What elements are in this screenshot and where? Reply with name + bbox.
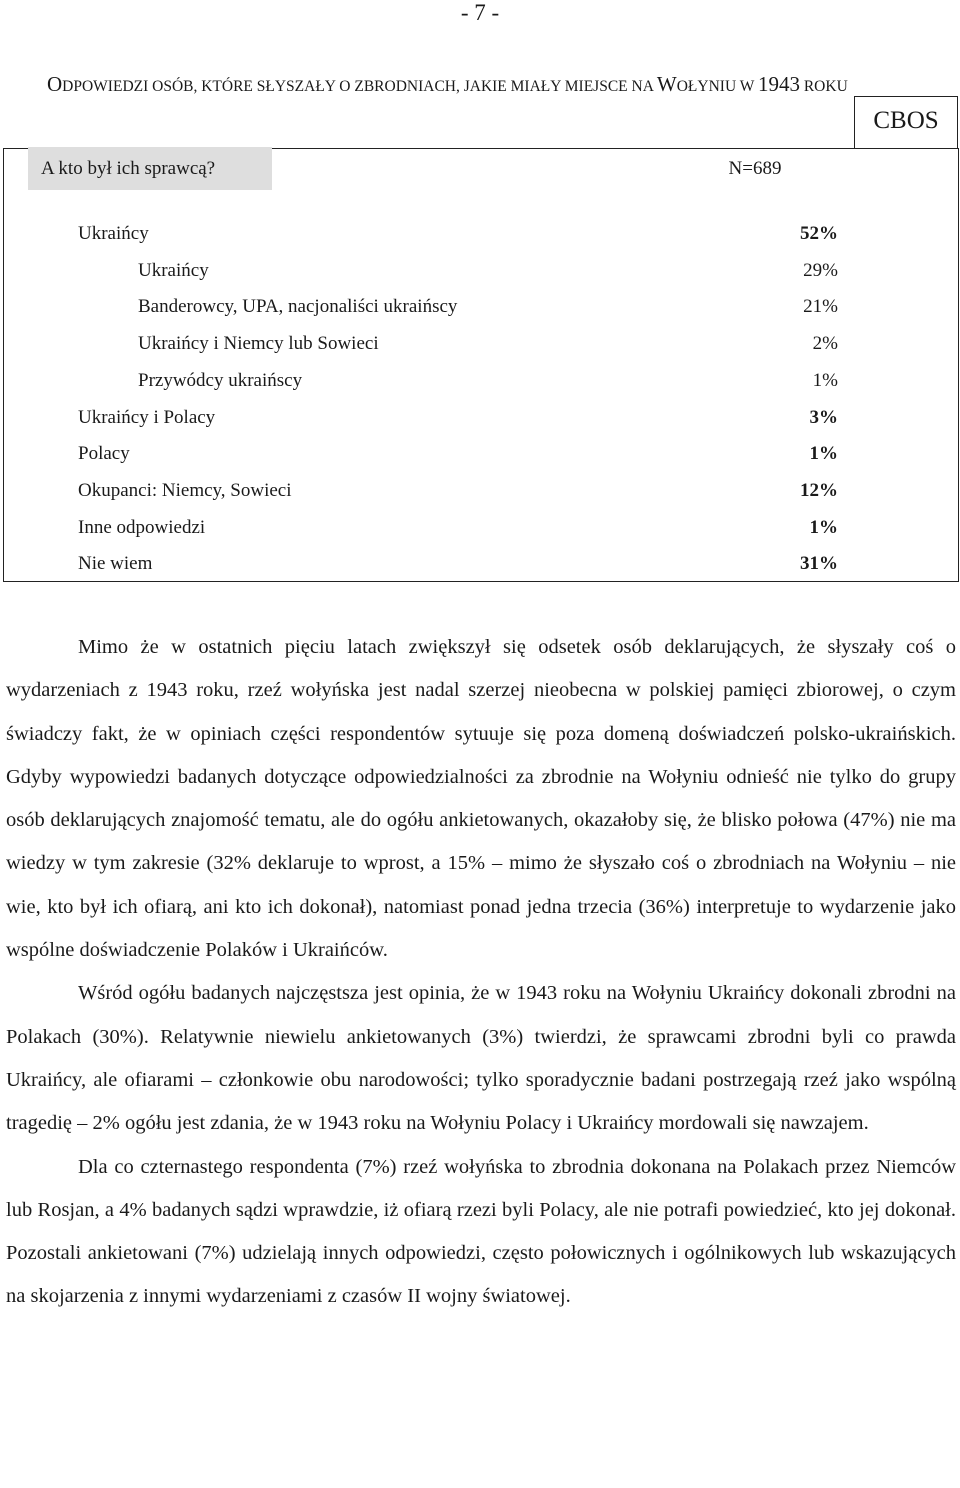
source-badge: CBOS	[854, 96, 958, 148]
title-year: 1943	[757, 72, 800, 96]
row-label: Ukraińcy	[78, 223, 149, 244]
row-value: 1%	[809, 443, 838, 465]
title-part-2: OŁYNIU W	[676, 78, 758, 95]
row-label: Banderowcy, UPA, nacjonaliści ukraińscy	[138, 296, 458, 318]
row-value: 52%	[800, 223, 838, 244]
row-value: 12%	[800, 479, 838, 501]
row-label: Przywódcy ukraińscy	[138, 369, 303, 391]
paragraph-2: Wśród ogółu badanych najczęstsza jest opinia, że w 1943 roku na Wołyniu Ukraińcy dokonali zbrodni na Polakach (30%). Relatywnie niewielu ankietowanych (3%) twierdzi, że sprawcami zbrodni byli co prawda Ukraińcy, ale ofiarami – członkowie obu narodowości; tylko sporadycznie badani postrzegają rzeź jako wspólną tragedię – 2% ogółu jest zdania, że w 1943 roku na Wołyniu Polacy i Ukraińcy mordowali się nawzajem.	[6, 982, 956, 1135]
row-value: 1%	[812, 369, 838, 391]
paragraph-1: Mimo że w ostatnich pięciu latach zwiększył się odsetek osób deklarujących, że słyszały coś o wydarzeniach z 1943 roku, rzeź wołyńska jest nadal szerzej nieobecna w polskiej pamięci zbiorowej, o czym świadczy fakt, że w opiniach części respondentów sytuuje się poza domeną doświadczeń polsko-ukraińskich. Gdyby wypowiedzi badanych dotyczące odpowiedzialności za zbrodnie na Wołyniu odnieść nie tylko do grupy osób deklarujących znajomość tematu, ale do ogółu ankietowanych, okazałoby się, że blisko połowa (47%) nie ma wiedzy w tym zakresie (32% deklaruje to wprost, a 15% – mimo że słyszało coś o zbrodniach na Wołyniu – nie wie, kto był ich ofiarą, ani kto ich dokonał), natomiast ponad jedna trzecia (36%) interpretuje to wydarzenie jako wspólne doświadczenie Polaków i Ukraińców.	[6, 636, 956, 962]
row-label: Inne odpowiedzi	[78, 516, 206, 538]
row-value: 1%	[809, 516, 838, 538]
table-row	[78, 472, 838, 509]
row-label: Ukraińcy i Niemcy lub Sowieci	[138, 333, 379, 355]
row-label: Okupanci: Niemcy, Sowieci	[78, 479, 292, 501]
table-row	[78, 215, 838, 252]
title-cap-1: O	[47, 72, 63, 96]
table-row	[78, 399, 838, 436]
question-label: A kto był ich sprawcą?	[28, 147, 272, 190]
title-part-3: ROKU	[799, 78, 848, 95]
table-row	[78, 545, 838, 582]
table-row	[78, 435, 838, 472]
row-value: 2%	[812, 333, 838, 355]
row-label: Nie wiem	[78, 553, 153, 575]
table-row	[78, 509, 838, 546]
row-value: 29%	[803, 259, 838, 281]
table-row	[78, 288, 838, 325]
row-label: Polacy	[78, 443, 130, 465]
row-value: 31%	[800, 553, 838, 575]
title-cap-2: W	[656, 72, 677, 96]
sample-size: N=689	[728, 158, 782, 179]
row-label: Ukraińcy	[138, 259, 209, 281]
page-number: - 7 -	[460, 0, 500, 25]
table-row	[78, 252, 838, 289]
section-title	[47, 72, 947, 99]
title-part-1: DPOWIEDZI OSÓB, KTÓRE SŁYSZAŁY O ZBRODNIACH, JAKIE MIAŁY MIEJSCE NA	[62, 78, 657, 95]
row-value: 21%	[803, 296, 838, 318]
table-row	[78, 362, 838, 399]
body-text	[6, 626, 956, 1319]
table-row	[78, 325, 838, 362]
row-label: Ukraińcy i Polacy	[78, 406, 216, 428]
row-value: 3%	[809, 406, 838, 428]
paragraph-3: Dla co czternastego respondenta (7%) rzeź wołyńska to zbrodnia dokonana na Polakach przez Niemców lub Rosjan, a 4% badanych sądzi wprawdzie, iż ofiarą rzezi byli Polacy, ale nie potrafi powiedzieć, kto jej dokonał. Pozostali ankietowani (7%) udzielają innych odpowiedzi, często połowicznych i ogólnikowych lub wskazujących na skojarzenia z innymi wydarzeniami z czasów II wojny światowej.	[6, 1155, 956, 1308]
